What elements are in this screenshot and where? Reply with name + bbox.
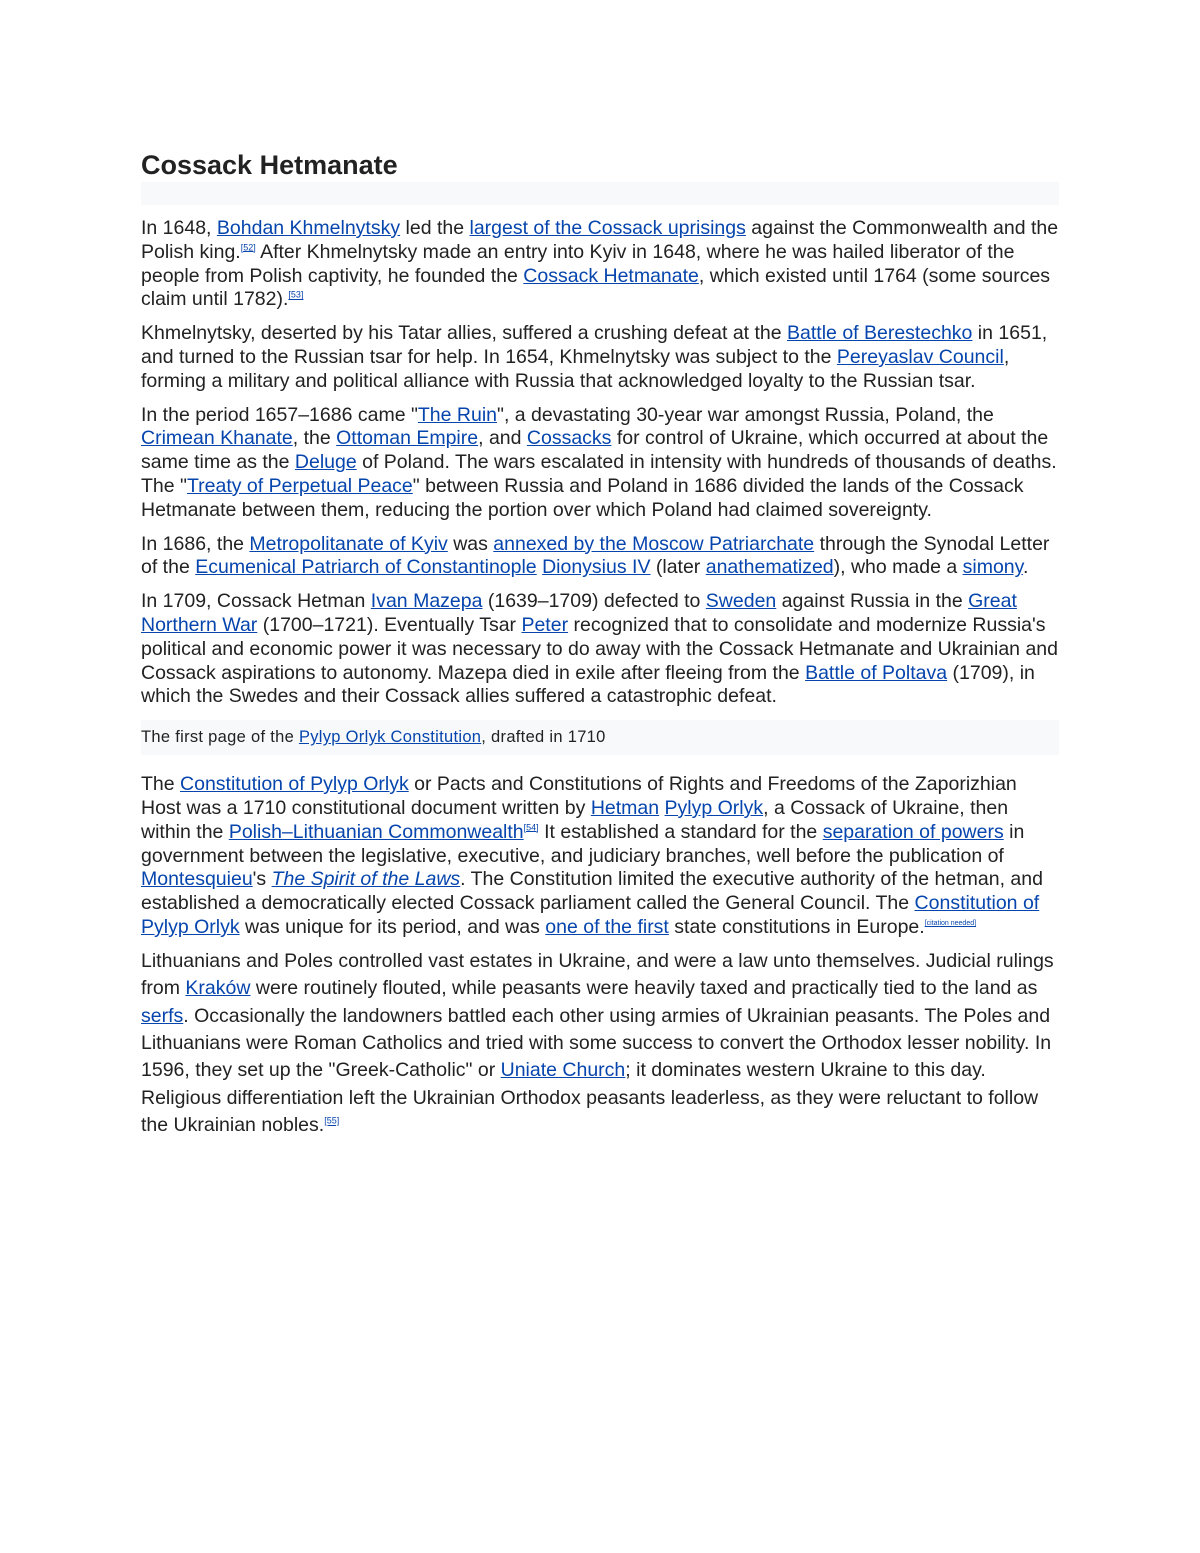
link-the-ruin[interactable]: The Ruin bbox=[417, 403, 498, 426]
text: against the Commonwealth and the Polish king. bbox=[141, 217, 1059, 263]
link-the-spirit-of-the-laws[interactable]: The Spirit of the Laws bbox=[271, 868, 461, 891]
text: Khmelnytsky, deserted by his Tatar allies, suffered a crushing defeat at the bbox=[141, 322, 788, 345]
text: , and bbox=[478, 427, 527, 450]
text: , the bbox=[292, 427, 337, 450]
paragraph-6 bbox=[141, 773, 1059, 940]
text: (later bbox=[650, 556, 706, 579]
link-pylyp-orlyk[interactable]: Pylyp Orlyk bbox=[664, 796, 764, 819]
link-simony[interactable]: simony bbox=[962, 556, 1023, 579]
text: , a Cossack of Ukraine, then within the bbox=[141, 796, 1009, 843]
link-anathematized[interactable]: anathematized bbox=[705, 556, 834, 579]
text: (1700–1721). Eventually Tsar bbox=[257, 613, 522, 636]
link-largest-cossack-uprisings[interactable]: largest of the Cossack uprisings bbox=[469, 217, 746, 239]
link-separation-of-powers[interactable]: separation of powers bbox=[822, 820, 1004, 843]
paragraph-5 bbox=[141, 590, 1059, 709]
text: In 1709, Cossack Hetman bbox=[141, 590, 371, 613]
text: ; it dominates western Ukraine to this day. Religious differentiation left the Ukrainian Orthodox peasants leaderless, as they were reluctant to follow the Ukrainian nobles. bbox=[141, 1059, 1039, 1137]
text: of Poland. The wars escalated in intensity with hundreds of thousands of deaths. The " bbox=[141, 451, 1057, 497]
text: in 1651, and turned to the Russian tsar for help. In 1654, Khmelnytsky was subject to the bbox=[141, 322, 1048, 368]
text: were routinely flouted, while peasants were heavily taxed and practically tied to the land as bbox=[250, 977, 1038, 1000]
text: state constitutions in Europe. bbox=[668, 915, 925, 938]
link-hetman[interactable]: Hetman bbox=[590, 796, 660, 819]
text: . The Constitution limited the executive authority of the hetman, and established a democratically elected Cossack parliament called the General Council. The bbox=[141, 868, 1043, 915]
link-pereyaslav-council[interactable]: Pereyaslav Council bbox=[836, 345, 1004, 368]
title-underline-bar bbox=[141, 182, 1059, 205]
text: In the period 1657–1686 came " bbox=[141, 403, 418, 426]
text: (1709), in which the Swedes and their Cossack allies suffered a catastrophic defeat. bbox=[141, 661, 1035, 708]
link-montesquieu[interactable]: Montesquieu bbox=[141, 868, 253, 891]
citation-needed-link[interactable]: [citation needed] bbox=[924, 920, 977, 928]
image-caption bbox=[141, 720, 1059, 755]
link-constitution-of-pylyp-orlyk-2[interactable]: Constitution of Pylyp Orlyk bbox=[141, 892, 1040, 938]
reference-55[interactable] bbox=[324, 1116, 339, 1126]
paragraph-2 bbox=[141, 322, 1059, 393]
reference-link[interactable]: [53] bbox=[288, 289, 304, 300]
reference-link[interactable]: [55] bbox=[324, 1115, 340, 1126]
text: recognized that to consolidate and modernize Russia's political and economic power it was necessary to do away with the Cossack Hetmanate and Ukrainian and Cossack aspirations to autonomy. Mazepa died in exile after fleeing from the bbox=[141, 613, 1058, 684]
link-ivan-mazepa[interactable]: Ivan Mazepa bbox=[370, 590, 483, 613]
text: , forming a military and political alliance with Russia that acknowledged loyalty to the Russian tsar. bbox=[141, 345, 1010, 392]
reference-52[interactable] bbox=[241, 242, 256, 252]
paragraph-3 bbox=[141, 404, 1059, 523]
text: It established a standard for the bbox=[538, 820, 823, 843]
link-annexed-by-moscow-patriarchate[interactable]: annexed by the Moscow Patriarchate bbox=[493, 532, 815, 555]
link-battle-of-poltava[interactable]: Battle of Poltava bbox=[805, 661, 948, 684]
paragraph-4 bbox=[141, 533, 1059, 581]
link-pylyp-orlyk-constitution[interactable]: Pylyp Orlyk Constitution bbox=[298, 728, 482, 747]
text: The first page of the bbox=[141, 728, 299, 747]
reference-link[interactable]: [54] bbox=[523, 822, 539, 833]
text: in government between the legislative, executive, and judiciary branches, well before the publication of bbox=[141, 820, 1025, 867]
text: . Occasionally the landowners battled each other using armies of Ukrainian peasants. The Poles and Lithuanians were Roman Catholics and tried with some success to convert the Orthodox lesser nobility. In 1596, they set up the "Greek-Catholic" or bbox=[141, 1004, 1052, 1082]
page-title: Cossack Hetmanate bbox=[141, 150, 398, 180]
link-crimean-khanate[interactable]: Crimean Khanate bbox=[141, 427, 293, 450]
link-cossacks[interactable]: Cossacks bbox=[526, 427, 612, 450]
text: was bbox=[447, 532, 494, 555]
link-krakow[interactable]: Kraków bbox=[185, 977, 251, 1000]
text: Lithuanians and Poles controlled vast estates in Ukraine, and were a law unto themselves. Judicial rulings from bbox=[141, 949, 1054, 1000]
reference-54[interactable] bbox=[524, 822, 539, 832]
text: 's bbox=[252, 868, 272, 891]
text: . bbox=[1022, 556, 1029, 579]
link-dionysius-iv[interactable]: Dionysius IV bbox=[542, 556, 651, 579]
text: was unique for its period, and was bbox=[239, 915, 546, 938]
reference-53[interactable] bbox=[288, 290, 303, 300]
text: The bbox=[141, 773, 181, 796]
text: In 1648, bbox=[141, 217, 217, 239]
link-sweden[interactable]: Sweden bbox=[705, 590, 777, 613]
link-metropolitanate-of-kyiv[interactable]: Metropolitanate of Kyiv bbox=[249, 532, 448, 555]
text: (1639–1709) defected to bbox=[482, 590, 706, 613]
text: " between Russia and Poland in 1686 divided the lands of the Cossack Hetmanate between them, reducing the portion over which Poland had claimed sovereignty. bbox=[141, 474, 1024, 521]
link-cossack-hetmanate[interactable]: Cossack Hetmanate bbox=[523, 264, 699, 287]
link-ottoman-empire[interactable]: Ottoman Empire bbox=[336, 427, 479, 450]
text: against Russia in the bbox=[776, 590, 969, 613]
text: After Khmelnytsky made an entry into Kyiv in 1648, where he was hailed liberator of the people from Polish captivity, he founded the bbox=[141, 240, 1015, 287]
link-great-northern-war[interactable]: Great Northern War bbox=[141, 590, 1017, 636]
text: through the Synodal Letter of the bbox=[141, 532, 1050, 579]
link-one-of-the-first[interactable]: one of the first bbox=[545, 915, 669, 938]
text: for control of Ukraine, which occurred at about the same time as the bbox=[141, 427, 1049, 474]
citation-needed[interactable] bbox=[925, 917, 976, 927]
text: ), who made a bbox=[833, 556, 963, 579]
text: led the bbox=[400, 217, 470, 239]
paragraph-1 bbox=[141, 217, 1059, 312]
link-uniate-church[interactable]: Uniate Church bbox=[500, 1059, 626, 1082]
link-deluge[interactable]: Deluge bbox=[294, 451, 357, 474]
text: , which existed until 1764 (some sources claim until 1782). bbox=[141, 264, 1051, 311]
link-battle-of-berestechko[interactable]: Battle of Berestechko bbox=[787, 322, 973, 345]
text: ", a devastating 30-year war amongst Russia, Poland, the bbox=[497, 403, 994, 426]
text: In 1686, the bbox=[141, 532, 250, 555]
document-page bbox=[141, 148, 1059, 1140]
paragraph-7 bbox=[141, 948, 1059, 1140]
link-polish-lithuanian-commonwealth[interactable]: Polish–Lithuanian Commonwealth bbox=[228, 820, 524, 843]
link-treaty-of-perpetual-peace[interactable]: Treaty of Perpetual Peace bbox=[186, 474, 413, 497]
link-serfs[interactable]: serfs bbox=[141, 1004, 184, 1027]
reference-link[interactable]: [52] bbox=[240, 242, 256, 253]
link-peter[interactable]: Peter bbox=[521, 613, 569, 636]
text: or Pacts and Constitutions of Rights and Freedoms of the Zaporizhian Host was a 1710 constitutional document written by bbox=[141, 773, 1017, 819]
link-bohdan-khmelnytsky[interactable]: Bohdan Khmelnytsky bbox=[216, 217, 401, 239]
text: , drafted in 1710 bbox=[481, 728, 606, 747]
link-constitution-of-pylyp-orlyk[interactable]: Constitution of Pylyp Orlyk bbox=[180, 773, 409, 796]
link-ecumenical-patriarch[interactable]: Ecumenical Patriarch of Constantinople bbox=[195, 556, 537, 579]
